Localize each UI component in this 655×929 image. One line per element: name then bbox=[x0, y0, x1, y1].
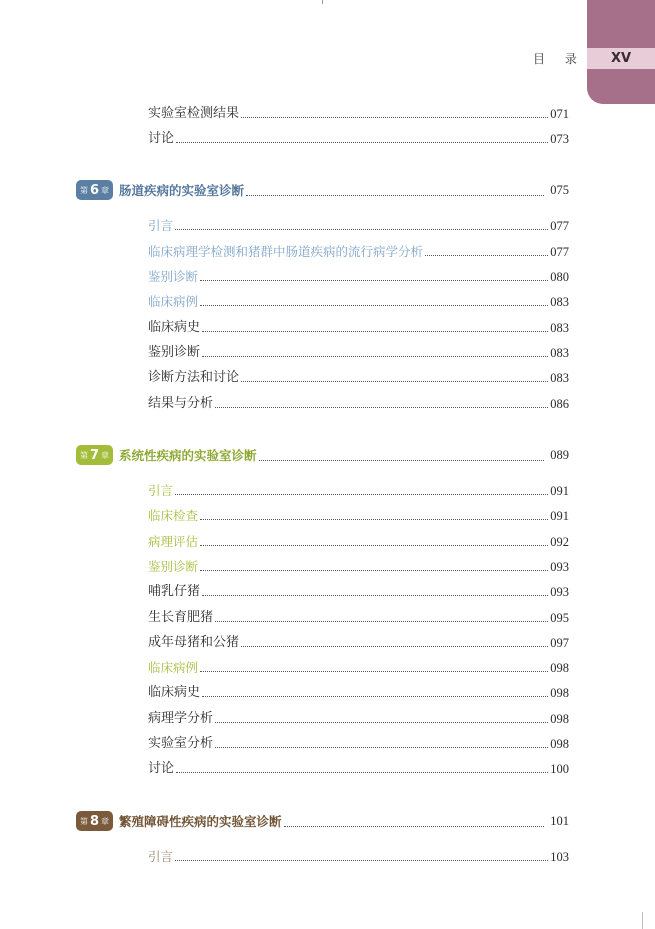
toc-entry-page: 073 bbox=[550, 132, 569, 146]
toc-entry-page: 092 bbox=[550, 535, 569, 549]
toc-entry-title: 鉴别诊断 bbox=[148, 345, 201, 360]
top-crop-mark bbox=[322, 0, 323, 4]
chapter-8-heading[interactable] bbox=[76, 810, 569, 832]
toc-entry[interactable] bbox=[148, 394, 569, 414]
toc-entry[interactable] bbox=[148, 292, 569, 312]
leader-dots bbox=[175, 494, 548, 495]
leader-dots bbox=[176, 772, 548, 773]
running-header: 目 录 bbox=[533, 52, 585, 66]
toc-entry[interactable] bbox=[148, 506, 569, 526]
toc-entry[interactable] bbox=[148, 734, 569, 754]
chapter-badge: 第 8 章 bbox=[76, 811, 113, 831]
toc-entry[interactable] bbox=[148, 318, 569, 338]
toc-entry[interactable] bbox=[148, 343, 569, 363]
toc-entry-title: 临床病例 bbox=[148, 294, 199, 309]
toc-entry-title: 病理学分析 bbox=[148, 711, 214, 726]
leader-dots bbox=[259, 450, 545, 461]
chapter-badge: 第 7 章 bbox=[76, 445, 113, 465]
chapter-6-heading[interactable] bbox=[76, 179, 569, 201]
chapter-title: 繁殖障碍性疾病的实验室诊断 bbox=[119, 814, 282, 829]
leader-dots bbox=[175, 860, 548, 861]
toc-entry-title: 讨论 bbox=[148, 761, 175, 776]
toc-entry-page: 098 bbox=[550, 661, 569, 675]
toc-entry-title: 引言 bbox=[148, 483, 174, 498]
toc-entry[interactable] bbox=[148, 557, 569, 577]
page-number: XV bbox=[610, 51, 632, 66]
toc-entry[interactable] bbox=[148, 633, 569, 653]
chapter-title: 肠道疾病的实验室诊断 bbox=[119, 183, 245, 198]
leader-dots bbox=[200, 545, 548, 546]
toc-entry-title: 鉴别诊断 bbox=[148, 269, 199, 284]
leader-dots bbox=[246, 185, 544, 196]
chapter-title: 系统性疾病的实验室诊断 bbox=[119, 448, 257, 463]
leader-dots bbox=[200, 519, 548, 520]
toc-entry-page: 080 bbox=[550, 270, 569, 284]
toc-entry-title: 讨论 bbox=[148, 131, 175, 146]
toc-entry-page: 098 bbox=[550, 686, 569, 700]
toc-entry-page: 100 bbox=[550, 762, 569, 776]
leader-dots bbox=[176, 142, 548, 143]
toc-entry-page: 086 bbox=[550, 397, 569, 411]
toc-entry-page: 083 bbox=[550, 321, 569, 335]
toc-entry-page: 095 bbox=[550, 611, 569, 625]
toc-entry-title: 哺乳仔猪 bbox=[148, 584, 201, 599]
toc-entry[interactable] bbox=[148, 847, 569, 867]
toc-entry[interactable] bbox=[148, 267, 569, 287]
toc-entry-title: 生长育肥猪 bbox=[148, 610, 214, 625]
toc-entry[interactable] bbox=[148, 683, 569, 703]
toc-entry-page: 091 bbox=[550, 484, 569, 498]
leader-dots bbox=[215, 407, 548, 408]
leader-dots bbox=[215, 722, 548, 723]
toc-entry[interactable] bbox=[148, 242, 569, 262]
leader-dots bbox=[215, 621, 548, 622]
toc-entry-title: 临床病史 bbox=[148, 685, 201, 700]
toc-entry[interactable] bbox=[148, 129, 569, 149]
chapter-badge: 第 6 章 bbox=[76, 180, 113, 200]
toc-entry[interactable] bbox=[148, 709, 569, 729]
toc-entry-page: 071 bbox=[550, 107, 569, 121]
toc-entry[interactable] bbox=[148, 104, 569, 124]
toc-entry-page: 091 bbox=[550, 509, 569, 523]
toc-entry-page: 077 bbox=[550, 219, 569, 233]
toc-entry-page: 093 bbox=[550, 585, 569, 599]
toc-entry-title: 病理评估 bbox=[148, 534, 199, 549]
page-tab bbox=[587, 0, 655, 104]
toc-entry-page: 083 bbox=[550, 346, 569, 360]
toc-entry-title: 诊断方法和讨论 bbox=[148, 370, 240, 385]
toc-entry[interactable] bbox=[148, 608, 569, 628]
leader-dots bbox=[241, 117, 548, 118]
toc-entry-page: 103 bbox=[550, 850, 569, 864]
leader-dots bbox=[215, 747, 548, 748]
leader-dots bbox=[202, 595, 548, 596]
chapter-page: 101 bbox=[550, 813, 569, 828]
toc-entry-title: 结果与分析 bbox=[148, 396, 214, 411]
chapter-page: 089 bbox=[550, 447, 569, 462]
toc-entry-title: 临床检查 bbox=[148, 508, 199, 523]
leader-dots bbox=[202, 696, 548, 697]
toc-entry[interactable] bbox=[148, 582, 569, 602]
leader-dots bbox=[175, 229, 548, 230]
leader-dots bbox=[200, 671, 548, 672]
toc-entry-title: 引言 bbox=[148, 849, 174, 864]
toc-entry[interactable] bbox=[148, 368, 569, 388]
leader-dots bbox=[202, 356, 548, 357]
toc-entry[interactable] bbox=[148, 481, 569, 501]
toc-entry[interactable] bbox=[148, 759, 569, 779]
toc-entry-page: 077 bbox=[550, 245, 569, 259]
leader-dots bbox=[200, 305, 548, 306]
toc-entry[interactable] bbox=[148, 658, 569, 678]
toc-entry-page: 083 bbox=[550, 295, 569, 309]
toc-entry-title: 实验室分析 bbox=[148, 736, 214, 751]
edge-crop-mark bbox=[642, 912, 643, 929]
leader-dots bbox=[200, 570, 548, 571]
toc-entry-title: 临床病理学检测和猪群中肠道疾病的流行病学分析 bbox=[148, 244, 424, 259]
toc-entry-title: 实验室检测结果 bbox=[148, 106, 240, 121]
leader-dots bbox=[241, 646, 548, 647]
toc-entry-title: 鉴别诊断 bbox=[148, 559, 199, 574]
chapter-7-heading[interactable] bbox=[76, 444, 569, 466]
toc-entry-title: 引言 bbox=[148, 218, 174, 233]
leader-dots bbox=[202, 331, 548, 332]
toc-entry-page: 083 bbox=[550, 371, 569, 385]
chapter-page: 075 bbox=[550, 182, 569, 197]
toc-entry-page: 098 bbox=[550, 737, 569, 751]
toc-entry-page: 093 bbox=[550, 560, 569, 574]
toc-entry[interactable] bbox=[148, 216, 569, 236]
leader-dots bbox=[425, 255, 548, 256]
toc-entry-page: 098 bbox=[550, 712, 569, 726]
toc-entry-title: 成年母猪和公猪 bbox=[148, 635, 240, 650]
toc-entry-title: 临床病史 bbox=[148, 320, 201, 335]
leader-dots bbox=[241, 381, 548, 382]
toc-entry-page: 097 bbox=[550, 636, 569, 650]
leader-dots bbox=[200, 280, 548, 281]
toc-entry-title: 临床病例 bbox=[148, 660, 199, 675]
leader-dots bbox=[284, 816, 545, 827]
toc-entry[interactable] bbox=[148, 532, 569, 552]
